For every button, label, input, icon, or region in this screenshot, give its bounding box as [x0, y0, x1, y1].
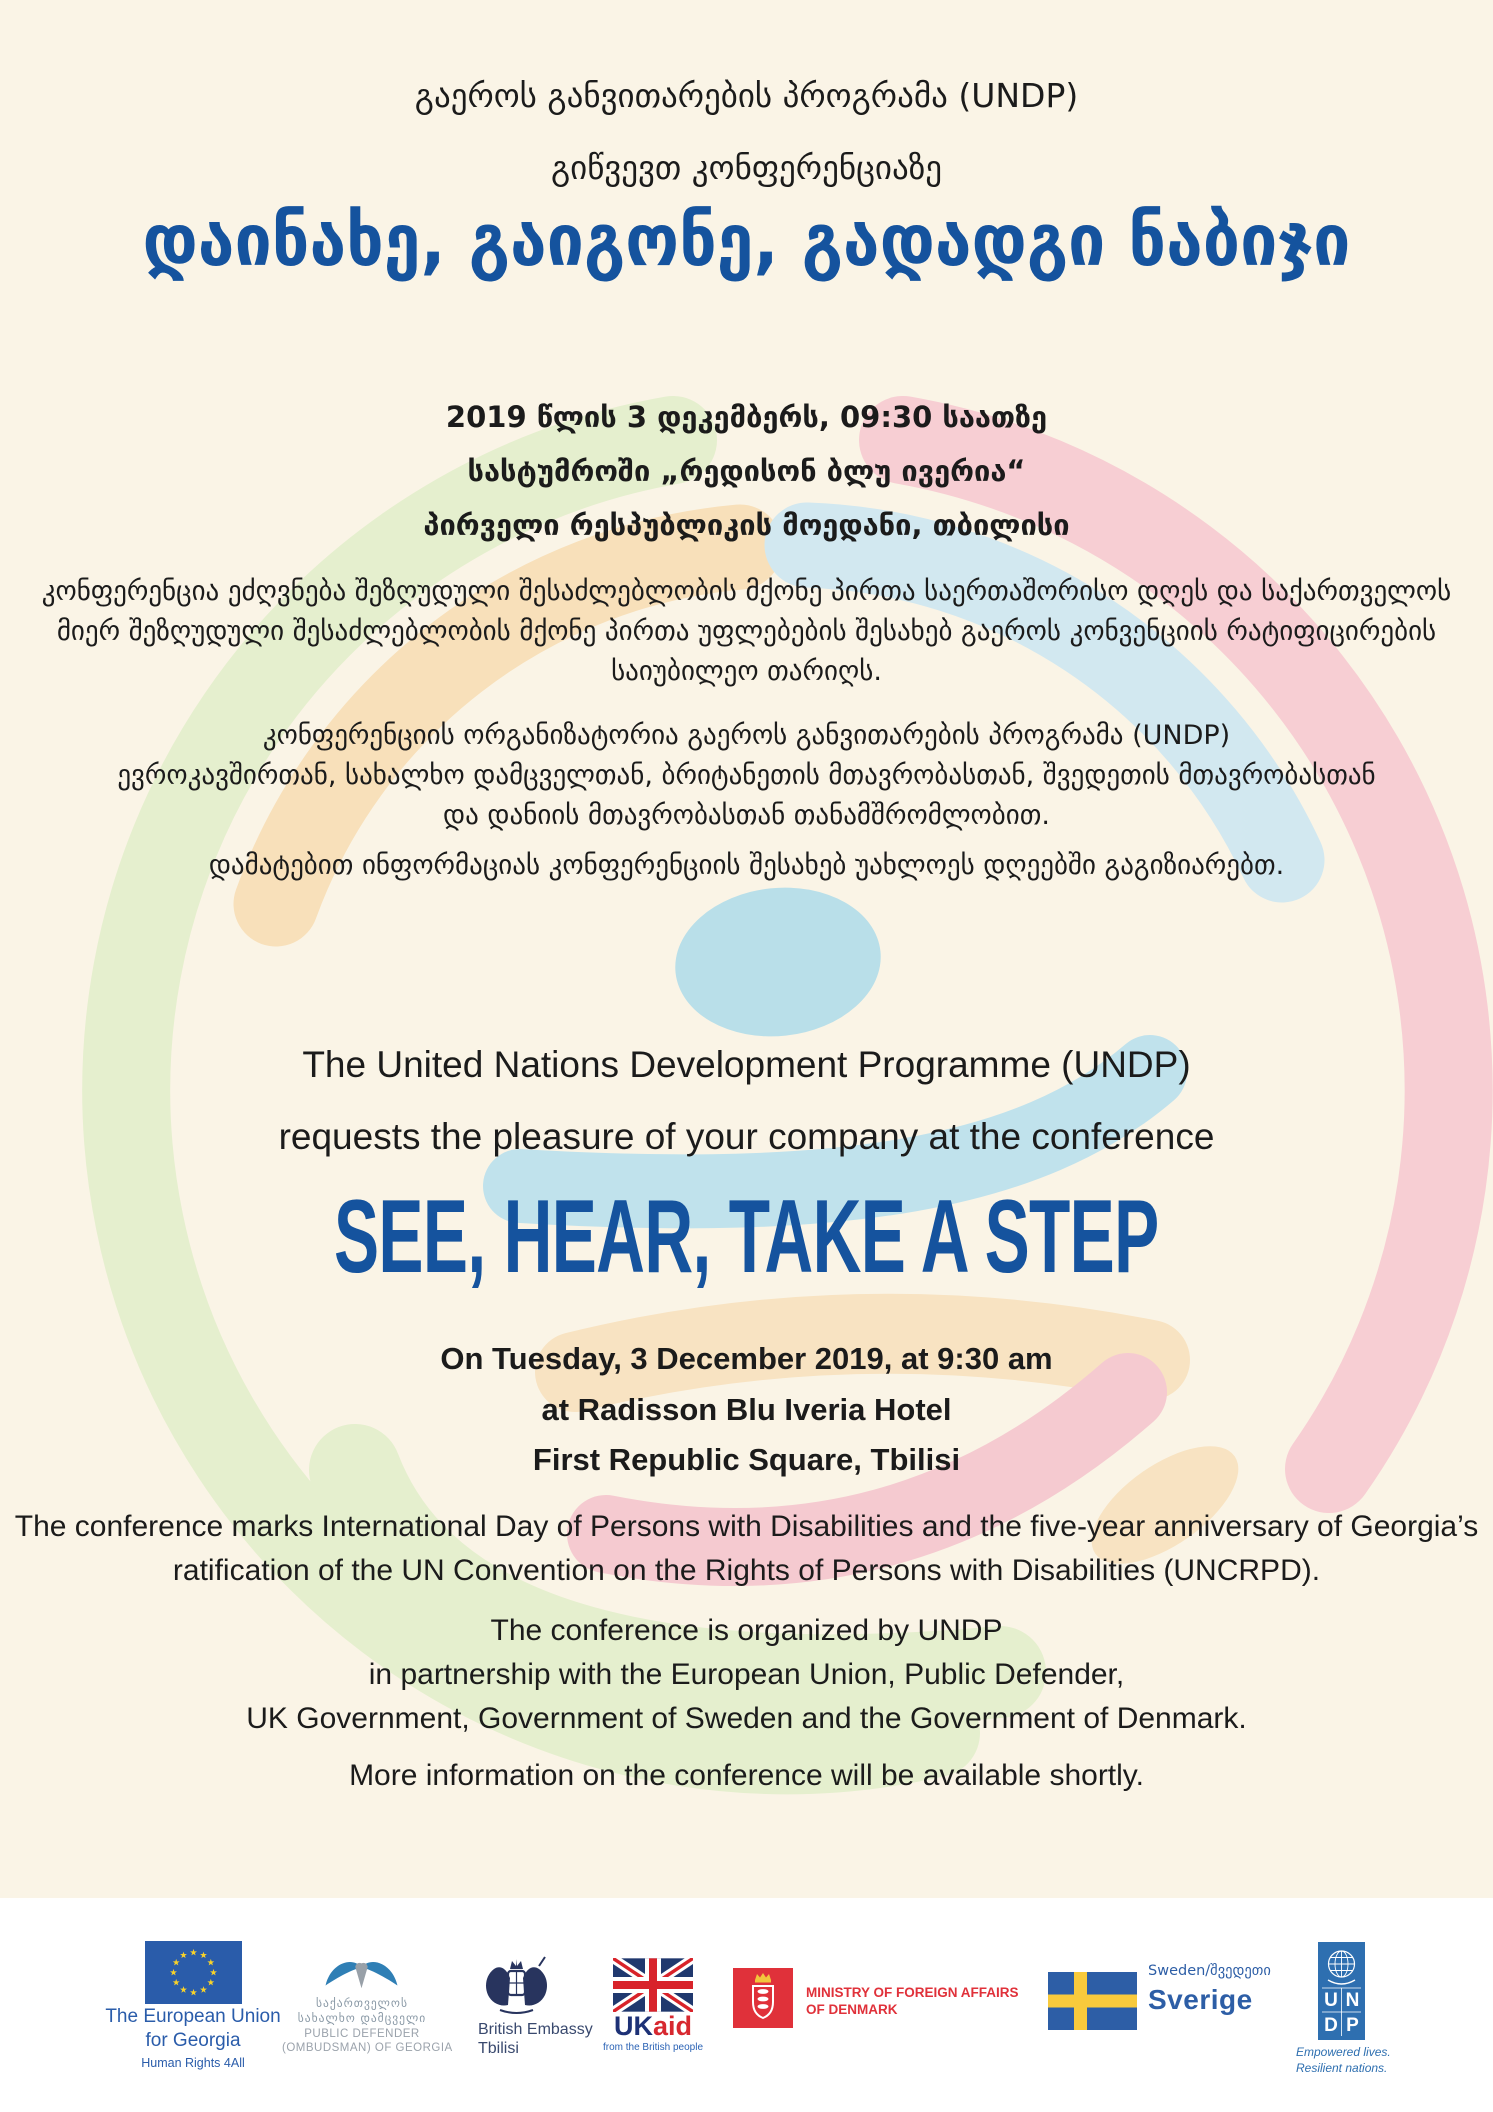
english-date-line: On Tuesday, 3 December 2019, at 9:30 am [440, 1341, 1053, 1376]
english-title-text: SEE, HEAR, TAKE A STEP [334, 1179, 1159, 1295]
georgian-org-line: გაეროს განვითარების პროგრამა (UNDP) [414, 76, 1079, 115]
english-title [0, 1178, 1493, 1297]
english-info-paragraph: More information on the conference will be available shortly. [349, 1759, 1144, 1792]
georgian-venue-line: სასტუმროში „რედისონ ბლუ ივერია“ [467, 454, 1026, 488]
english-organizers-paragraph [0, 1609, 1493, 1741]
georgian-intro-paragraph [0, 572, 1493, 692]
english-venue-line: at Radisson Blu Iveria Hotel [541, 1392, 952, 1427]
uk-embassy-line2: Tbilisi [478, 2040, 519, 2057]
denmark-ministry-line2: OF DENMARK [806, 2002, 898, 2017]
undp-emblem-icon [1318, 1942, 1365, 2040]
english-organizers-line: The conference is organized by UNDP [490, 1614, 1003, 1647]
uk-coat-of-arms-icon [480, 1953, 553, 2015]
denmark-ministry-line1: MINISTRY OF FOREIGN AFFAIRS [806, 1985, 1019, 2000]
georgian-organizers-line: ევროკავშირთან, სახალხო დამცველთან, ბრიტანეთის მთავრობასთან, შვედეთის მთავრობასთან [117, 760, 1376, 791]
georgian-organizers-paragraph [0, 716, 1493, 836]
ombudsman-eagle-icon [320, 1953, 403, 1989]
svg-text:D: D [1324, 2015, 1338, 2036]
svg-text:P: P [1346, 2015, 1359, 2036]
english-intro-line: ratification of the UN Convention on the Rights of Persons with Disabilities (UNCRPD). [172, 1554, 1321, 1587]
partner-logos-strip [0, 1898, 1493, 2112]
english-address-line: First Republic Square, Tbilisi [532, 1442, 961, 1477]
georgian-organizers-line: კონფერენციის ორგანიზატორია გაეროს განვითარების პროგრამა (UNDP) [262, 720, 1231, 751]
ukaid-wordmark [593, 2011, 713, 2042]
georgian-address-line: პირველი რესპუბლიკის მოედანი, თბილისი [423, 508, 1070, 542]
sweden-caption: Sweden/შვედეთი [1148, 1963, 1271, 1979]
uk-embassy-line1: British Embassy [478, 2021, 593, 2038]
georgian-title-text: დაინახე, გაიგონე, გადადგი ნაბიჯი [142, 198, 1351, 282]
georgian-title [0, 198, 1493, 282]
georgian-invite-line: გიწვევთ კონფერენციაზე [550, 148, 943, 187]
eu-flag-icon [145, 1941, 242, 2004]
georgian-date-line: 2019 წლის 3 დეკემბერს, 09:30 საათზე [445, 400, 1048, 434]
english-organizers-line: UK Government, Government of Sweden and the Government of Denmark. [246, 1702, 1247, 1735]
svg-text:N: N [1345, 1990, 1360, 2011]
georgian-intro-line: მიერ შეზღუდული შესაძლებლობის მქონე პირთა უფლებების შესახებ გაეროს კონვენციის რატიფიცირების [56, 616, 1437, 647]
union-jack-icon [613, 1958, 693, 2012]
eu-logo-line3: Human Rights 4All [141, 2056, 245, 2070]
english-invite-line: requests the pleasure of your company at the conference [278, 1116, 1215, 1157]
english-intro-line: The conference marks International Day of Persons with Disabilities and the five-year anniversary of Georgia’s [14, 1510, 1479, 1543]
georgian-intro-line: კონფერენცია ეძღვნება შეზღუდული შესაძლებლობის მქონე პირთა საერთაშორისო დღეს და საქართველოს [41, 576, 1452, 607]
english-intro-paragraph [0, 1505, 1493, 1593]
undp-tagline-line1: Empowered lives. [1296, 2045, 1391, 2059]
undp-tagline-line2: Resilient nations. [1296, 2061, 1388, 2075]
georgian-organizers-line: და დანიის მთავრობასთან თანამშრომლობით. [443, 800, 1050, 831]
svg-text:U: U [1324, 1990, 1338, 2011]
ukaid-tagline: from the British people [602, 2042, 704, 2053]
eu-logo-line1: The European Union [105, 2006, 281, 2027]
ukaid-aid-text: aid [652, 2011, 692, 2041]
english-org-line: The United Nations Development Programme (UNDP) [302, 1044, 1191, 1085]
ombudsman-english-line2: (OMBUDSMAN) OF GEORGIA [282, 2042, 453, 2054]
ombudsman-english-line1: PUBLIC DEFENDER [304, 2028, 420, 2040]
eu-logo-line2: for Georgia [145, 2030, 241, 2051]
ombudsman-georgian-line2: სახალხო დამცველი [297, 2011, 427, 2025]
sweden-flag-icon [1048, 1972, 1137, 2030]
sweden-wordmark: Sverige [1148, 1984, 1253, 2015]
denmark-crest-icon [733, 1968, 793, 2028]
ukaid-uk-text: UK [613, 2011, 653, 2041]
georgian-info-paragraph: დამატებით ინფორმაციას კონფერენციის შესახებ უახლოეს დღეებში გაგიზიარებთ. [208, 850, 1285, 881]
english-organizers-line: in partnership with the European Union, Public Defender, [368, 1658, 1125, 1691]
georgian-intro-line: საიუბილეო თარიღს. [611, 656, 882, 687]
ombudsman-georgian-line1: საქართველოს [316, 1996, 408, 2010]
